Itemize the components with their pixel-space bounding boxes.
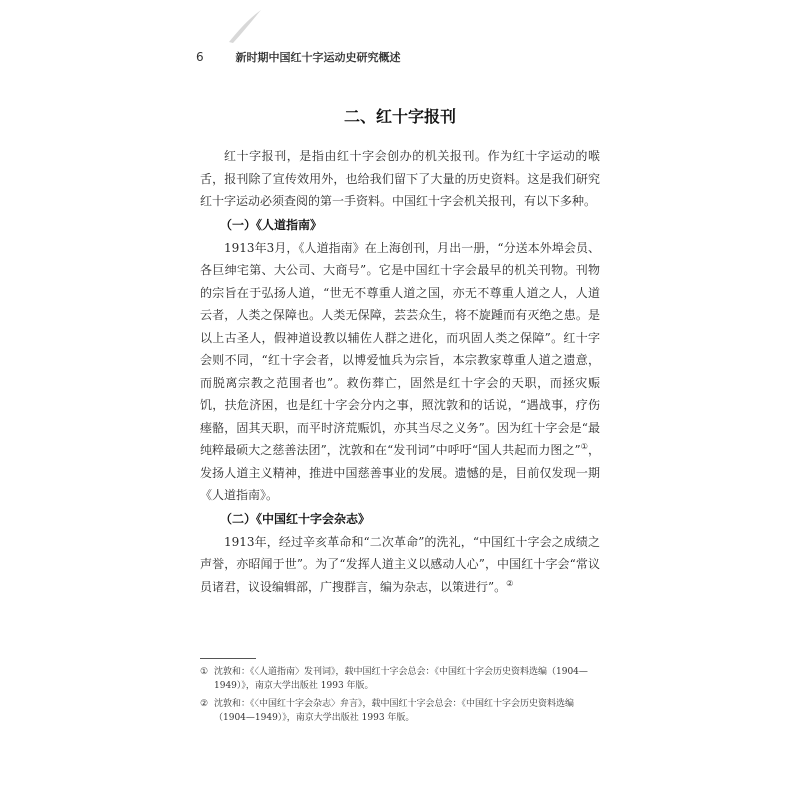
running-head [196, 50, 640, 65]
footnote-item [200, 697, 600, 725]
brush-stroke-decoration [225, 6, 265, 46]
paragraph-text: ，发扬人道主义精神，推进中国慈善事业的发展。遗憾的是，目前仅发现一期《人道指南》。 [200, 443, 600, 502]
footnote-item [200, 665, 600, 693]
book-title: 新时期中国红十字运动史研究概述 [235, 51, 401, 64]
intro-paragraph: 红十字报刊，是指由红十字会创办的机关报刊。作为红十字运动的喉舌，报刊除了宣传效用外，也给我们留下了大量的历史资料。这是我们研究红十字运动必须查阅的第一手资料。中国红十字会机关报刊，有以下多种。 [200, 149, 600, 208]
paragraph-text: 1913年，经过辛亥革命和“二次革命”的洗礼，“中国红十字会之成绩之声誉，亦昭闻于世”。为了“发挥人道主义以感动人心”，中国红十字会“常议员诸君，议设编辑部，广搜群言，编为杂志，以策进行”。 [200, 534, 600, 594]
footnote-text: 沈敦和：《〈中国红十字会杂志〉弁言》，载中国红十字会总会：《中国红十字会历史资料选编（1904—1949）》，南京大学出版社 1993 年版。 [214, 699, 575, 723]
footnotes [200, 665, 600, 729]
footnote-ref-1[interactable]: ① [580, 442, 588, 451]
section-title: 二、红十字报刊 [343, 107, 456, 126]
page-number: 6 [196, 50, 204, 64]
footnote-divider [200, 658, 256, 659]
paragraph-renwen-zhinan [200, 237, 600, 507]
footnote-mark: ② [200, 699, 209, 709]
subsection-heading-1: （一）《人道指南》 [220, 217, 323, 232]
paragraph-zazhi [200, 531, 600, 599]
footnote-text: 沈敦和：《〈人道指南〉发刊词》，载中国红十字会总会：《中国红十字会历史资料选编（1904—1949）》，南京大学出版社 1993 年版。 [214, 667, 588, 691]
footnote-ref-2[interactable]: ② [506, 578, 514, 588]
subsection-heading-2: （二）《中国红十字会杂志》 [220, 511, 371, 526]
paragraph-text: 1913年3月，《人道指南》在上海创刊，月出一册，“分送本外埠会员、各巨绅宅第、大公司、大商号”。它是中国红十字会最早的机关刊物。刊物的宗旨在于弘扬人道，“世无不尊重人道之国，亦无不尊重人道之人，人道云者，人类之保障也。人类无保障，芸芸众生，将不旋踵而有灭绝之患。是以上古圣人，假神道设教以辅佐人群之进化，而巩固人类之保障”。红十字会则不同，“红十字会者，以博爱恤兵为宗旨，本宗教家尊重人道之遗意，而脱离宗教之范围者也”。救伤葬亡，固然是红十字会的天职，而拯灾赈饥，扶危济困，也是红十字会分内之事，照沈敦和的话说，“遇战事，疗伤瘗骼，固其天职，而平时济荒赈饥，亦其当尽之义务”。因为红十字会是“最纯粹最硕大之慈善法团”，沈敦和在“发刊词”中呼吁“国人共起而力图之” [200, 240, 600, 457]
body-text [200, 145, 600, 598]
footnote-mark: ① [200, 667, 209, 677]
